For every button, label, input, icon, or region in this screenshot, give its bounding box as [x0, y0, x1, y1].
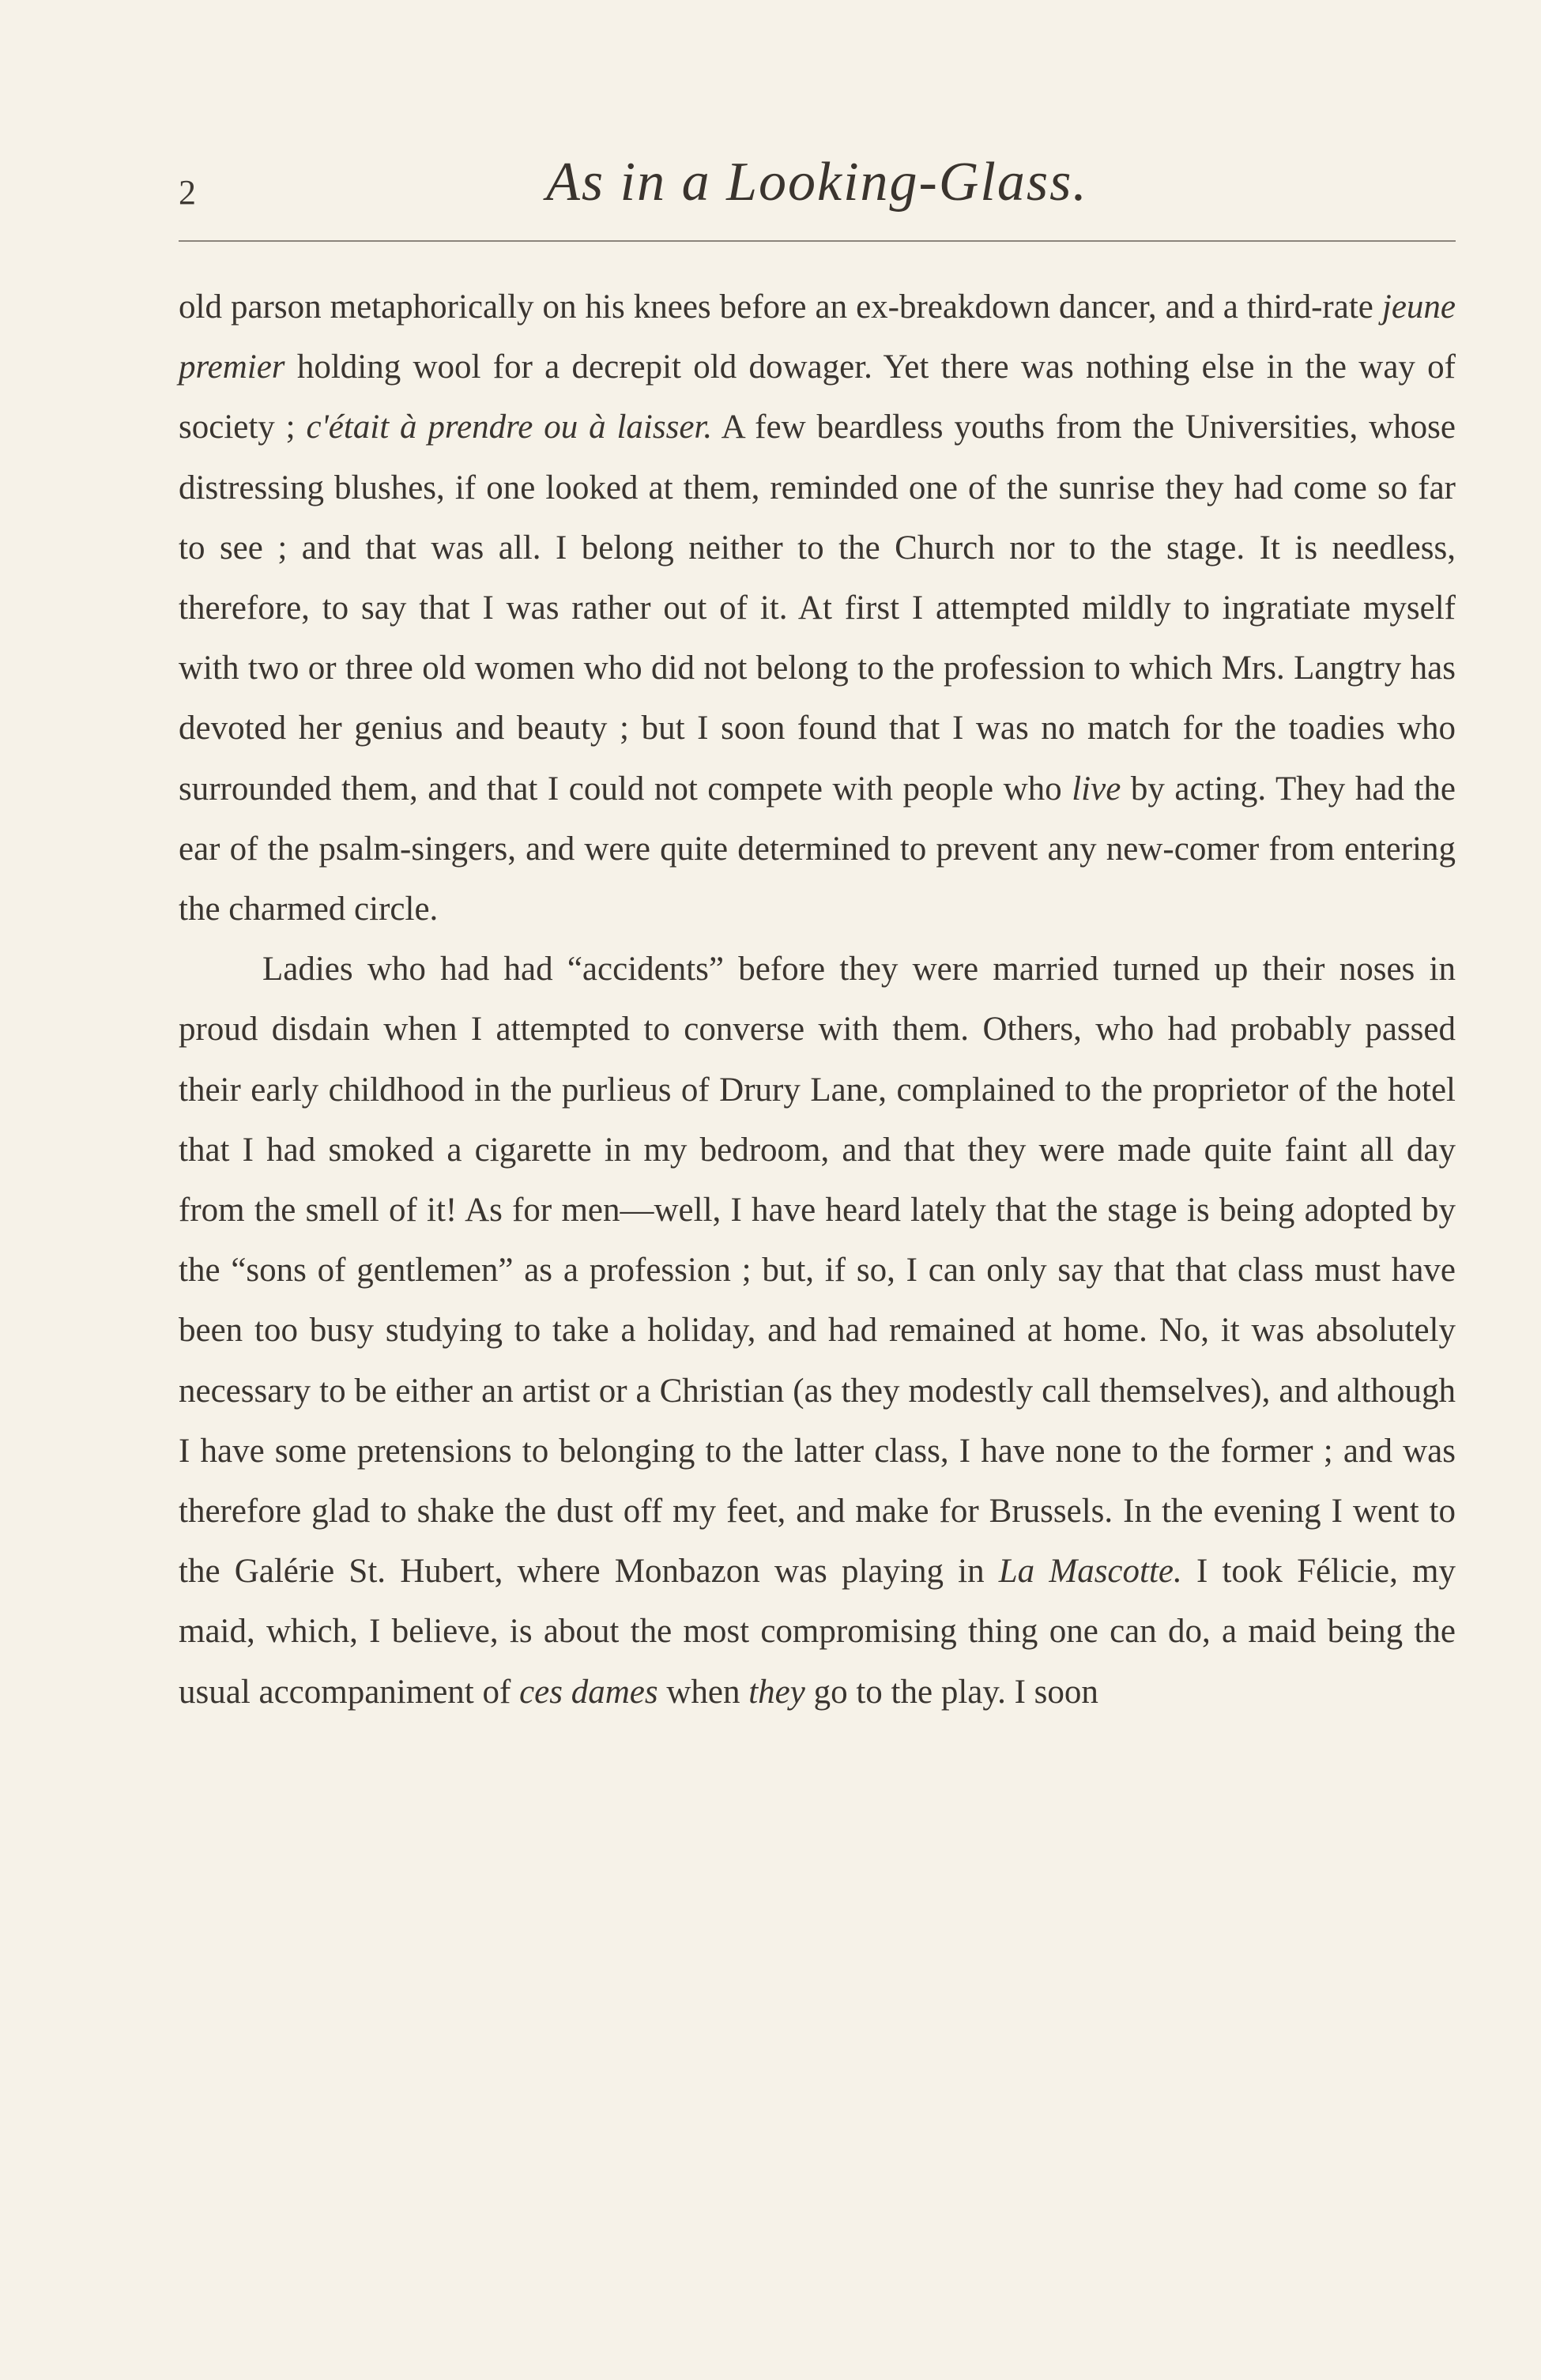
p1-italic-3: live — [1072, 770, 1121, 808]
p2-italic-1: La Mascotte. — [998, 1553, 1182, 1591]
running-title: As in a Looking-Glass. — [546, 152, 1088, 213]
p2-text-2: I took Félicie, my maid, which, I believe, is about the most compromising thing one can do, a maid being the usual accompaniment of — [179, 1553, 1456, 1711]
p1-text-3: A few beardless youths from the Universities, whose distressing blushes, if one looked at them, reminded one of the sunrise they had come so far to see ; and that was all. I belong neither to the Church nor to the stage. It is needless, therefore, to say that I was rather out of it. At first I attempted mildly to ingratiate myself with two or three old women who did not belong to the profession to which Mrs. Langtry has devoted her genius and beauty ; but I soon found that I was no match for the toadies who surrounded them, and that I could not compete with people who — [179, 409, 1456, 808]
paragraph-2 — [179, 940, 1456, 1723]
p1-italic-2: c'était à prendre ou à laisser. — [306, 409, 713, 446]
p1-italic-1: jeune premier — [179, 288, 1456, 386]
p2-italic-2: ces dames — [519, 1673, 658, 1711]
paragraph-1 — [179, 277, 1456, 940]
header-rule — [179, 240, 1456, 242]
p2-text-3: when — [657, 1673, 749, 1711]
page-number: 2 — [179, 173, 196, 212]
p2-text-4: go to the play. I soon — [804, 1673, 1098, 1711]
p2-italic-3: they — [748, 1673, 805, 1711]
p1-text-4: by acting. They had the ear of the psalm-singers, and were quite determined to prevent any new-comer from entering the charmed circle. — [179, 770, 1456, 928]
body-text — [179, 277, 1456, 1723]
page-header — [179, 147, 1456, 218]
p1-text-1: old parson metaphorically on his knees before an ex-breakdown dancer, and a third-rate — [179, 288, 1382, 326]
p2-text-1: Ladies who had had “accidents” before they were married turned up their noses in proud disdain when I attempted to converse with them. Others, who had probably passed their early childhood in the purlieus of Drury Lane, complained to the proprietor of the hotel that I had smoked a cigarette in my bedroom, and that they were made quite faint all day from the smell of it! As for men—well, I have heard lately that the stage is being adopted by the “sons of gentlemen” as a profession ; but, if so, I can only say that that class must have been too busy studying to take a holiday, and had remained at home. No, it was absolutely necessary to be either an artist or a Christian (as they modestly call themselves), and although I have some pretensions to belonging to the latter class, I have none to the former ; and was therefore glad to shake the dust off my feet, and make for Brussels. In the evening I went to the Galérie St. Hubert, where Monbazon was playing in — [179, 951, 1456, 1591]
p1-text-2: holding wool for a decrepit old dowager. Yet there was nothing else in the way of society ; — [179, 348, 1456, 446]
